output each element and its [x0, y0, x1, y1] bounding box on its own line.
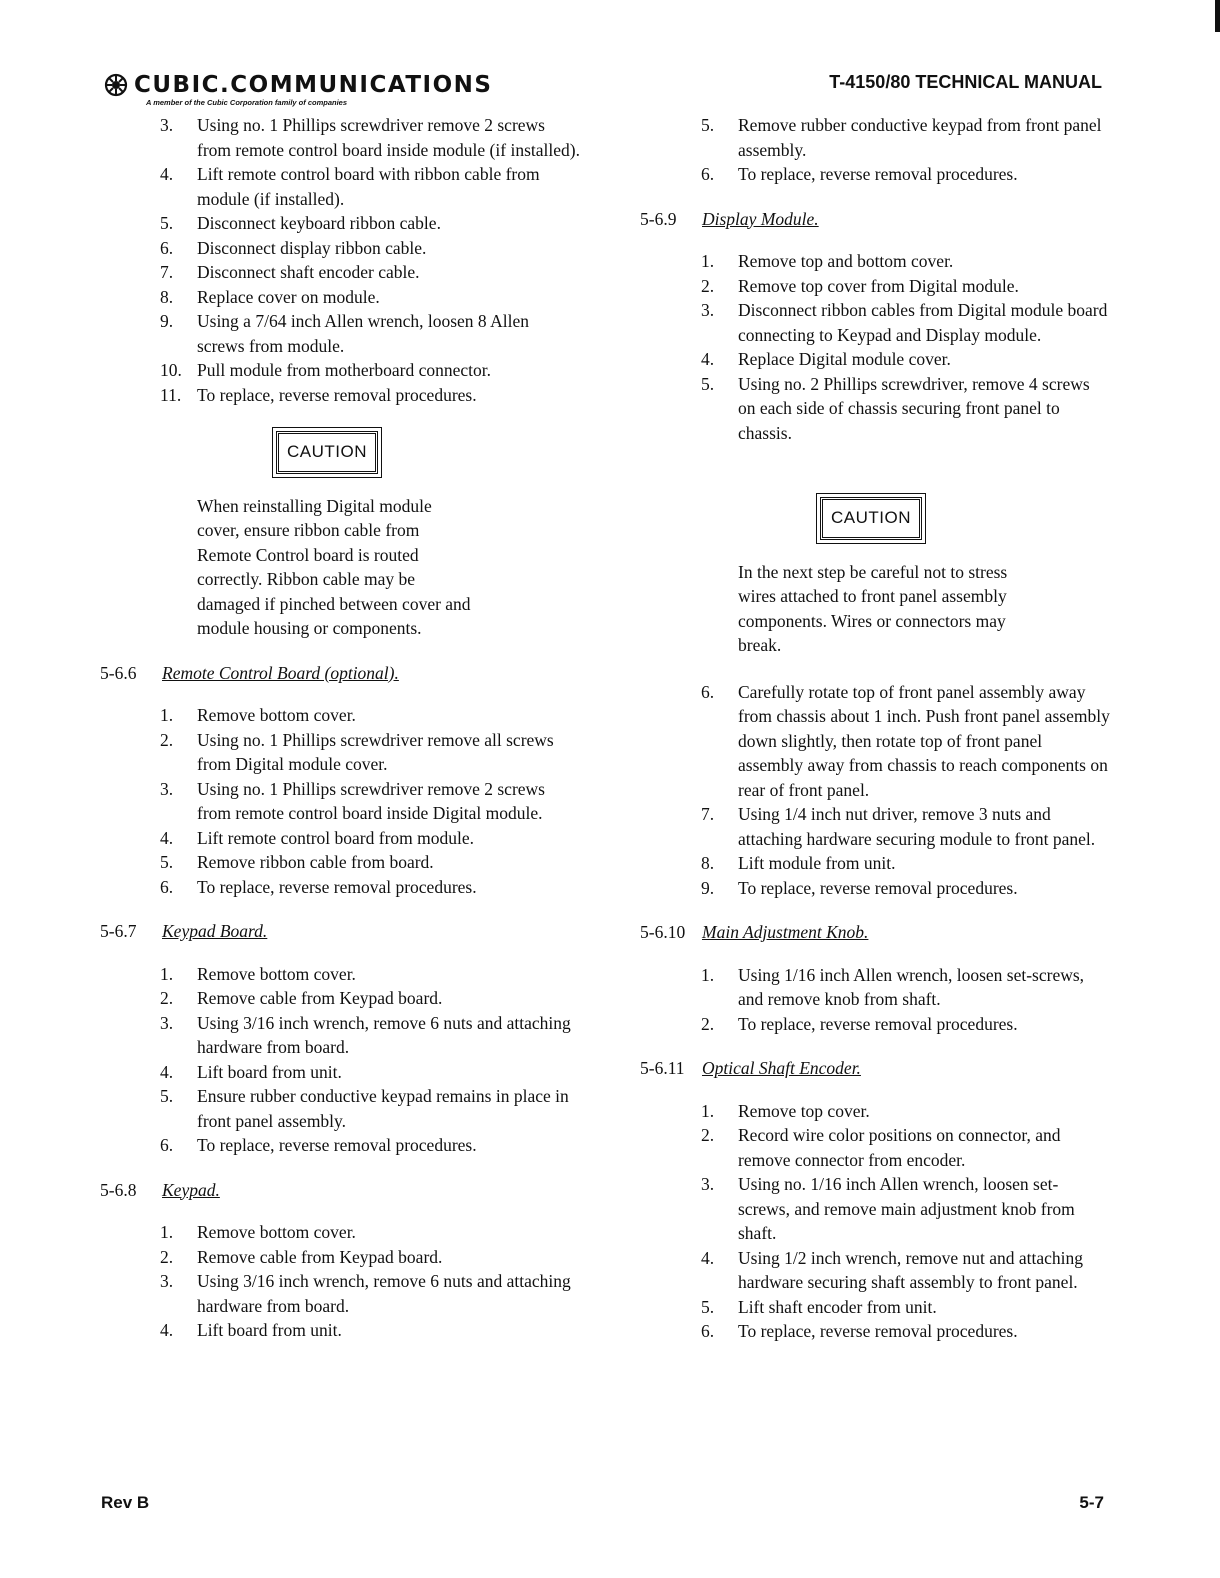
list-item: 4. Using 1/2 inch wrench, remove nut and attaching hardware securing shaft assembly to front panel.: [701, 1247, 1084, 1292]
list-item: 1. Remove top cover.: [701, 1100, 870, 1121]
list-item: 4. Replace Digital module cover.: [701, 349, 951, 369]
section-heading: [100, 661, 580, 686]
section-title: Keypad Board.: [162, 921, 268, 941]
section-number: 5-6.10: [640, 922, 686, 942]
list-item: 8. Replace cover on module.: [160, 286, 380, 307]
caution-text: When reinstalling Digital module cover, ensure ribbon cable from Remote Control board is routed correctly. Ribbon cable may be damaged if pinched between cover and module housing or components.: [197, 495, 471, 638]
list-item: 2. Remove cable from Keypad board.: [160, 988, 443, 1008]
list-item: 5. Ensure rubber conductive keypad remains in place in front panel assembly.: [160, 1086, 569, 1131]
list-item: 1. Remove bottom cover.: [160, 1222, 356, 1242]
list-item: 5. Using no. 2 Phillips screwdriver, remove 4 screws on each side of chassis securing front panel to chassis.: [701, 373, 1090, 443]
cubic-emblem-icon: [104, 73, 128, 97]
list-item: 2. Remove top cover from Digital module.: [701, 275, 1019, 296]
revision-label: Rev B: [101, 1493, 150, 1512]
intro-steps-list: [640, 113, 1110, 187]
section-steps-list: [100, 703, 580, 899]
list-item: 3. Disconnect ribbon cables from Digital module board connecting to Keypad and Display module.: [701, 300, 1108, 345]
section-title: Main Adjustment Knob.: [702, 922, 869, 942]
section-steps-list: [640, 963, 1110, 1037]
section-number: 5-6.11: [640, 1058, 685, 1078]
list-item: 1. Remove top and bottom cover.: [701, 251, 954, 271]
list-item: 6. To replace, reverse removal procedures.: [701, 1321, 1018, 1341]
list-item: 7. Disconnect shaft encoder cable.: [160, 262, 420, 282]
list-item: 3. Using 3/16 inch wrench, remove 6 nuts and attaching hardware from board.: [160, 1271, 571, 1316]
section-steps-list: [100, 1220, 580, 1343]
list-item: 4. Lift board from unit.: [160, 1320, 342, 1340]
caution-text: In the next step be careful not to stress wires attached to front panel assembly components. Wires or connectors may break.: [738, 561, 1008, 655]
section-heading: [640, 1056, 1110, 1081]
list-item: 3. Using 3/16 inch wrench, remove 6 nuts and attaching hardware from board.: [160, 1012, 571, 1057]
list-item: 10. Pull module from motherboard connector.: [160, 360, 492, 380]
section-steps-list: [640, 249, 1110, 445]
section-steps-list: [640, 680, 1110, 901]
list-item: 6. To replace, reverse removal procedures.: [160, 1135, 477, 1155]
section-title: Optical Shaft Encoder.: [702, 1058, 861, 1078]
list-item: 11. To replace, reverse removal procedures.: [160, 384, 477, 405]
list-item: 2. Record wire color positions on connector, and remove connector from encoder.: [701, 1125, 1061, 1170]
section-number: 5-6.7: [100, 921, 137, 941]
manual-title: T-4150/80 TECHNICAL MANUAL: [829, 72, 1102, 92]
list-item: 2. To replace, reverse removal procedures.: [701, 1013, 1018, 1034]
left-column: [100, 113, 580, 1343]
page-edge-mark: [1215, 0, 1220, 32]
list-item: 1. Remove bottom cover.: [160, 705, 356, 725]
list-item: 3. Using no. 1/16 inch Allen wrench, loosen set-screws, and remove main adjustment knob from shaft.: [701, 1174, 1075, 1243]
list-item: 4. Lift remote control board from module.: [160, 827, 475, 848]
list-item: 5. Disconnect keyboard ribbon cable.: [160, 213, 441, 233]
caution-notice: [100, 427, 580, 478]
caution-box: [816, 493, 926, 544]
list-item: 3. Using no. 1 Phillips screwdriver remove 2 screws from remote control board inside Digital module.: [160, 778, 545, 823]
caution-label: CAUTION: [276, 431, 378, 474]
section-steps-list: [640, 1099, 1110, 1344]
caution-notice: [640, 493, 1110, 544]
section-heading: [100, 1178, 580, 1203]
page-number: 5-7: [1079, 1493, 1104, 1512]
list-item: 7. Using 1/4 inch nut driver, remove 3 nuts and attaching hardware securing module to front panel.: [701, 804, 1096, 849]
section-heading: [640, 207, 1110, 232]
section-title: Keypad.: [162, 1179, 220, 1200]
list-item: 2. Remove cable from Keypad board.: [160, 1246, 443, 1267]
list-item: 9. Using a 7/64 inch Allen wrench, loosen 8 Allen screws from module.: [160, 311, 529, 356]
list-item: 6. Carefully rotate top of front panel assembly away from chassis about 1 inch. Push front panel assembly down slightly, then rotate top of front panel assembly away from chassis to reach components on rear of front panel.: [701, 681, 1110, 800]
list-item: 5. Remove ribbon cable from board.: [160, 852, 434, 872]
company-name: CUBIC.COMMUNICATIONS: [134, 72, 493, 98]
right-column: [640, 113, 1110, 1344]
list-item: 5. Remove rubber conductive keypad from front panel assembly.: [701, 115, 1102, 160]
list-item: 2. Using no. 1 Phillips screwdriver remove all screws from Digital module cover.: [160, 729, 554, 774]
caution-box: [272, 427, 382, 478]
section-heading: [100, 919, 580, 944]
list-item: 1. Remove bottom cover.: [160, 963, 356, 984]
section-number: 5-6.9: [640, 208, 677, 229]
section-title: Display Module.: [702, 208, 819, 229]
caution-label: CAUTION: [820, 497, 922, 540]
list-item: 1. Using 1/16 inch Allen wrench, loosen set-screws, and remove knob from shaft.: [701, 964, 1085, 1009]
list-item: 9. To replace, reverse removal procedures.: [701, 877, 1018, 898]
company-logo: [104, 72, 492, 107]
list-item: 4. Lift board from unit.: [160, 1061, 342, 1082]
list-item: 4. Lift remote control board with ribbon cable from module (if installed).: [160, 164, 540, 209]
list-item: 3. Using no. 1 Phillips screwdriver remove 2 screws from remote control board inside module (if installed).: [160, 115, 580, 160]
list-item: 5. Lift shaft encoder from unit.: [701, 1296, 937, 1317]
list-item: 6. Disconnect display ribbon cable.: [160, 237, 427, 258]
section-number: 5-6.8: [100, 1179, 137, 1200]
section-title: Remote Control Board (optional).: [162, 662, 399, 683]
list-item: 6. To replace, reverse removal procedures.: [160, 876, 477, 897]
company-tagline: A member of the Cubic Corporation family of companies: [146, 98, 347, 107]
intro-steps-list: [100, 113, 580, 407]
list-item: 8. Lift module from unit.: [701, 853, 896, 873]
section-steps-list: [100, 962, 580, 1158]
section-number: 5-6.6: [100, 662, 137, 683]
section-heading: [640, 920, 1110, 945]
list-item: 6. To replace, reverse removal procedures.: [701, 164, 1018, 184]
